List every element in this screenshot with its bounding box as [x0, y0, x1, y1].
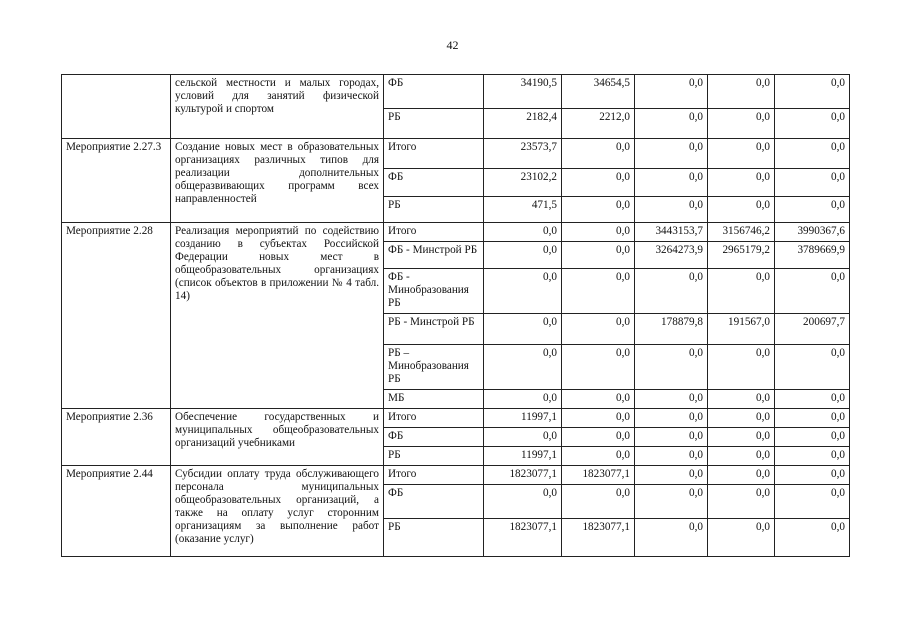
value-cell: 0,0	[775, 139, 850, 169]
value-cell: 0,0	[775, 345, 850, 390]
description-cell: сельской местности и малых городах, условий для занятий физической культурой и спортом	[171, 75, 384, 139]
measure-cell: Мероприятие 2.28	[62, 223, 171, 409]
funding-source-cell: РБ - Минстрой РБ	[384, 314, 484, 345]
value-cell: 0,0	[775, 447, 850, 466]
value-cell: 0,0	[708, 269, 775, 314]
value-cell: 0,0	[484, 242, 562, 269]
value-cell: 3264273,9	[635, 242, 708, 269]
value-cell: 191567,0	[708, 314, 775, 345]
value-cell: 0,0	[708, 428, 775, 447]
value-cell: 0,0	[775, 409, 850, 428]
value-cell: 0,0	[775, 428, 850, 447]
value-cell: 0,0	[562, 345, 635, 390]
funding-source-cell: Итого	[384, 466, 484, 485]
value-cell: 23102,2	[484, 169, 562, 197]
table-row	[62, 466, 850, 485]
funding-source-cell: ФБ	[384, 485, 484, 519]
measure-cell: Мероприятие 2.27.3	[62, 139, 171, 223]
funding-source-cell: Итого	[384, 139, 484, 169]
table-row	[62, 75, 850, 109]
value-cell: 0,0	[635, 466, 708, 485]
measure-cell	[62, 75, 171, 139]
value-cell: 0,0	[562, 269, 635, 314]
value-cell: 23573,7	[484, 139, 562, 169]
description-cell: Субсидии оплату труда обслуживающего персонала муниципальных общеобразовательных организаций, а также на оплату услуг сторонним организациям за выполнение работ (оказание услуг)	[171, 466, 384, 557]
value-cell: 0,0	[562, 223, 635, 242]
description-cell: Реализация мероприятий по содействию созданию в субъектах Российской Федерации новых мест в общеобразовательных организациях (список объектов в приложении № 4 табл. 14)	[171, 223, 384, 409]
value-cell: 0,0	[708, 519, 775, 557]
value-cell: 0,0	[562, 485, 635, 519]
value-cell: 0,0	[775, 390, 850, 409]
measure-cell: Мероприятие 2.44	[62, 466, 171, 557]
value-cell: 34190,5	[484, 75, 562, 109]
value-cell: 0,0	[635, 197, 708, 223]
page-number: 42	[446, 38, 459, 52]
measure-cell: Мероприятие 2.36	[62, 409, 171, 466]
value-cell: 0,0	[635, 169, 708, 197]
value-cell: 11997,1	[484, 447, 562, 466]
value-cell: 0,0	[775, 466, 850, 485]
value-cell: 0,0	[708, 485, 775, 519]
value-cell: 0,0	[562, 139, 635, 169]
value-cell: 0,0	[635, 390, 708, 409]
value-cell: 0,0	[484, 269, 562, 314]
value-cell: 2182,4	[484, 109, 562, 139]
table-row	[62, 139, 850, 169]
value-cell: 1823077,1	[562, 466, 635, 485]
value-cell: 0,0	[775, 169, 850, 197]
value-cell: 34654,5	[562, 75, 635, 109]
value-cell: 0,0	[708, 390, 775, 409]
value-cell: 1823077,1	[484, 466, 562, 485]
value-cell: 471,5	[484, 197, 562, 223]
value-cell: 0,0	[635, 519, 708, 557]
value-cell: 0,0	[635, 409, 708, 428]
value-cell: 0,0	[708, 409, 775, 428]
funding-source-cell: РБ	[384, 197, 484, 223]
value-cell: 0,0	[635, 109, 708, 139]
table-row	[62, 409, 850, 428]
value-cell: 0,0	[562, 447, 635, 466]
value-cell: 0,0	[635, 428, 708, 447]
value-cell: 0,0	[775, 109, 850, 139]
funding-source-cell: МБ	[384, 390, 484, 409]
funding-source-cell: ФБ	[384, 428, 484, 447]
value-cell: 0,0	[562, 197, 635, 223]
value-cell: 0,0	[635, 485, 708, 519]
funding-source-cell: РБ	[384, 447, 484, 466]
value-cell: 0,0	[484, 314, 562, 345]
table-row	[62, 223, 850, 242]
funding-source-cell: Итого	[384, 409, 484, 428]
value-cell: 0,0	[562, 169, 635, 197]
value-cell: 0,0	[775, 197, 850, 223]
funding-source-cell: ФБ	[384, 75, 484, 109]
value-cell: 0,0	[484, 428, 562, 447]
value-cell: 178879,8	[635, 314, 708, 345]
value-cell: 0,0	[775, 269, 850, 314]
value-cell: 0,0	[484, 485, 562, 519]
funding-source-cell: РБ	[384, 109, 484, 139]
value-cell: 0,0	[484, 390, 562, 409]
value-cell: 0,0	[635, 447, 708, 466]
value-cell: 0,0	[635, 139, 708, 169]
value-cell: 2212,0	[562, 109, 635, 139]
funding-source-cell: ФБ - Минобразования РБ	[384, 269, 484, 314]
value-cell: 0,0	[708, 75, 775, 109]
value-cell: 3990367,6	[775, 223, 850, 242]
value-cell: 200697,7	[775, 314, 850, 345]
value-cell: 0,0	[562, 314, 635, 345]
description-cell: Обеспечение государственных и муниципальных общеобразовательных организаций учебниками	[171, 409, 384, 466]
funding-source-cell: ФБ	[384, 169, 484, 197]
value-cell: 0,0	[562, 428, 635, 447]
value-cell: 0,0	[775, 519, 850, 557]
value-cell: 0,0	[635, 345, 708, 390]
value-cell: 1823077,1	[562, 519, 635, 557]
funding-source-cell: РБ	[384, 519, 484, 557]
value-cell: 0,0	[562, 390, 635, 409]
value-cell: 0,0	[635, 75, 708, 109]
value-cell: 3156746,2	[708, 223, 775, 242]
value-cell: 0,0	[708, 447, 775, 466]
funding-source-cell: РБ – Минобразования РБ	[384, 345, 484, 390]
value-cell: 0,0	[708, 345, 775, 390]
value-cell: 0,0	[775, 485, 850, 519]
value-cell: 0,0	[484, 345, 562, 390]
value-cell: 3789669,9	[775, 242, 850, 269]
value-cell: 1823077,1	[484, 519, 562, 557]
value-cell: 0,0	[708, 197, 775, 223]
value-cell: 11997,1	[484, 409, 562, 428]
value-cell: 0,0	[708, 466, 775, 485]
table-body	[62, 75, 850, 557]
value-cell: 2965179,2	[708, 242, 775, 269]
value-cell: 0,0	[708, 139, 775, 169]
funding-source-cell: Итого	[384, 223, 484, 242]
value-cell: 0,0	[635, 269, 708, 314]
value-cell: 0,0	[775, 75, 850, 109]
value-cell: 0,0	[708, 109, 775, 139]
value-cell: 0,0	[484, 223, 562, 242]
value-cell: 0,0	[708, 169, 775, 197]
funding-table	[61, 74, 850, 557]
funding-source-cell: ФБ - Минстрой РБ	[384, 242, 484, 269]
value-cell: 0,0	[562, 242, 635, 269]
value-cell: 3443153,7	[635, 223, 708, 242]
value-cell: 0,0	[562, 409, 635, 428]
description-cell: Создание новых мест в образовательных организациях различных типов для реализации дополнительных общеразвивающих программ всех направленностей	[171, 139, 384, 223]
